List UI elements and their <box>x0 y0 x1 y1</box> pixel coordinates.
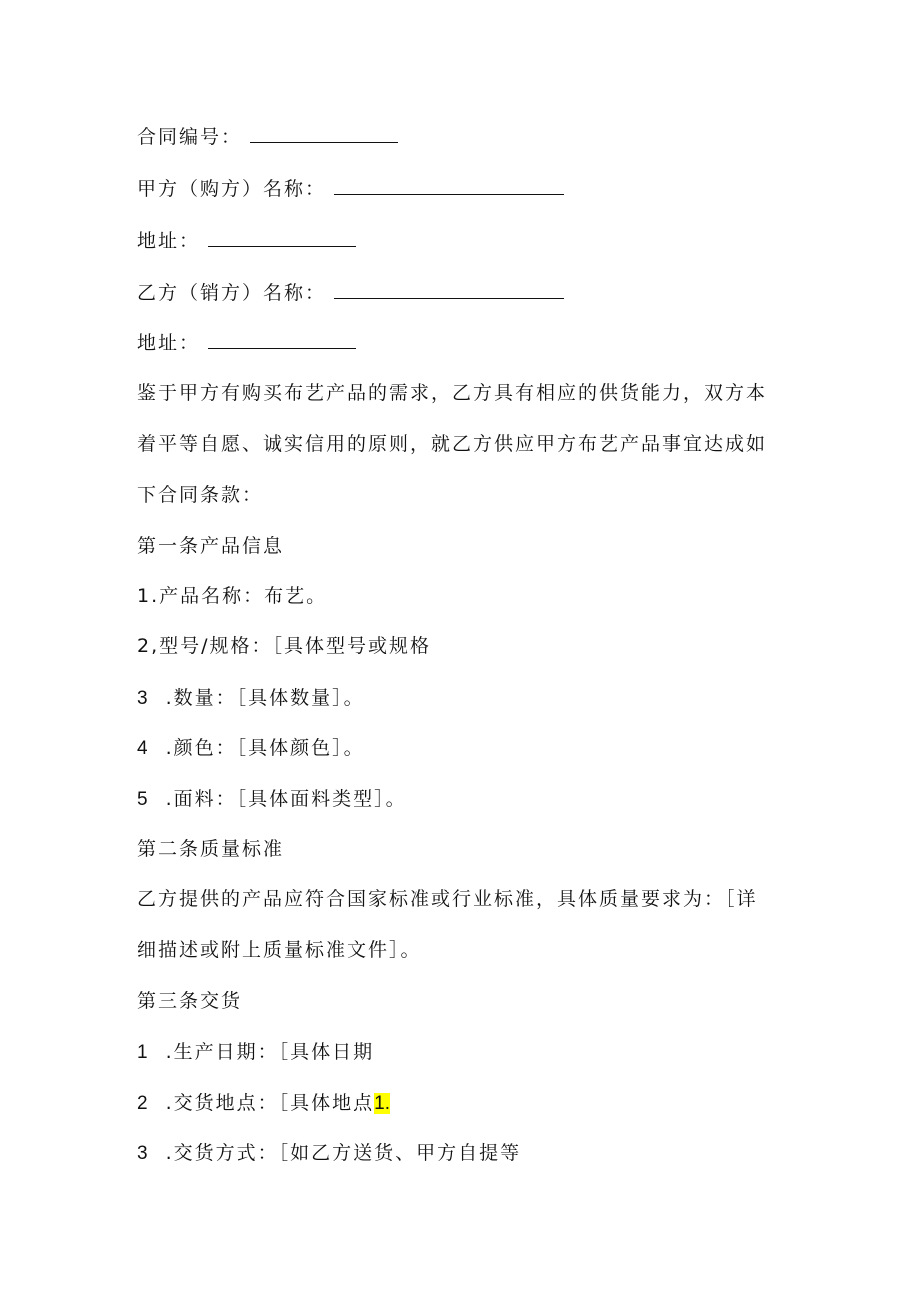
article2-title: 第二条质量标准 <box>137 838 285 860</box>
seller-address-row <box>137 330 356 356</box>
seller-name-row <box>137 280 564 306</box>
buyer-name-row <box>137 176 564 202</box>
article3-item-1 <box>137 1039 374 1066</box>
item-number: 2 <box>137 1093 148 1114</box>
article1-title: 第一条产品信息 <box>137 535 285 557</box>
seller-name-blank[interactable] <box>334 280 564 299</box>
buyer-name-label: 甲方（购方）名称： <box>137 178 327 200</box>
intro-line-1: 鉴于甲方有购买布艺产品的需求，乙方具有相应的供货能力，双方本 <box>137 382 768 404</box>
highlighted-text: 1. <box>374 1093 391 1114</box>
item-text: .交货地点：［具体地点 <box>165 1092 375 1114</box>
buyer-address-label: 地址： <box>137 230 201 252</box>
article1-item-1: 1.产品名称：布艺。 <box>137 585 328 607</box>
article2-line-1: 乙方提供的产品应符合国家标准或行业标准，具体质量要求为：［详 <box>137 888 758 910</box>
buyer-name-blank[interactable] <box>334 176 564 195</box>
contract-no-row <box>137 124 398 150</box>
seller-name-label: 乙方（销方）名称： <box>137 282 327 304</box>
item-text: .面料：［具体面料类型］。 <box>165 788 407 810</box>
article3-item-3 <box>137 1140 521 1167</box>
article2-line-2: 细描述或附上质量标准文件］。 <box>137 939 422 961</box>
intro-line-3: 下合同条款： <box>137 484 264 506</box>
item-number: 1 <box>137 1042 148 1063</box>
article1-item-4 <box>137 735 365 762</box>
item-text: .生产日期：［具体日期 <box>165 1041 375 1063</box>
item-text: .颜色：［具体颜色］。 <box>165 737 365 759</box>
item-text: .交货方式：［如乙方送货、甲方自提等 <box>165 1142 522 1164</box>
seller-address-blank[interactable] <box>208 330 356 349</box>
seller-address-label: 地址： <box>137 332 201 354</box>
buyer-address-blank[interactable] <box>208 228 356 247</box>
contract-no-label: 合同编号： <box>137 126 243 148</box>
item-number: 3 <box>137 688 148 709</box>
article3-title: 第三条交货 <box>137 990 243 1012</box>
article1-item-3 <box>137 685 365 712</box>
item-number: 4 <box>137 738 148 759</box>
item-text: .数量：［具体数量］。 <box>165 687 365 709</box>
article3-item-2 <box>137 1090 390 1117</box>
item-number: 5 <box>137 789 148 810</box>
contract-no-blank[interactable] <box>250 124 398 143</box>
intro-line-2: 着平等自愿、诚实信用的原则，就乙方供应甲方布艺产品事宜达成如 <box>137 433 768 455</box>
article1-item-2: 2,型号/规格：［具体型号或规格 <box>137 635 432 657</box>
buyer-address-row <box>137 228 356 254</box>
item-number: 3 <box>137 1143 148 1164</box>
article1-item-5 <box>137 786 407 813</box>
